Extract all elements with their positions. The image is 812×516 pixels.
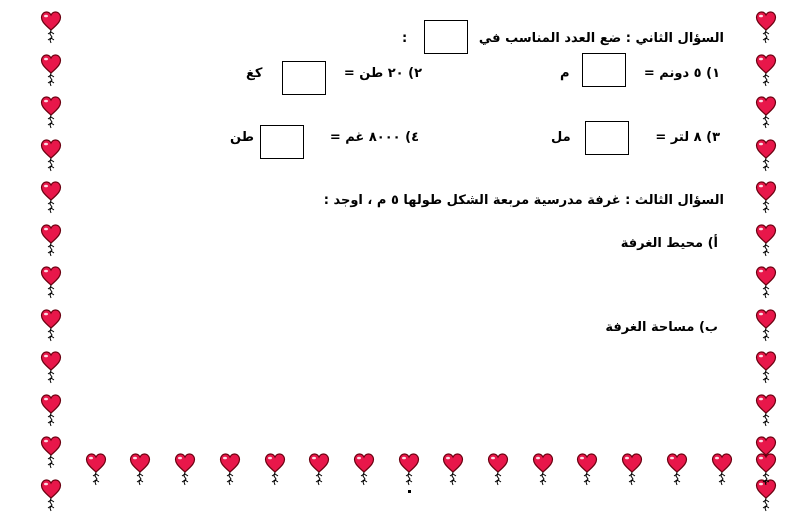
heart-balloon-icon <box>666 452 688 486</box>
q2-item4-unit: طن <box>230 130 254 145</box>
heart-balloon-icon <box>487 452 509 486</box>
q2-item1-unit: م <box>560 66 570 81</box>
heart-balloon-icon <box>129 452 151 486</box>
q2-item2-unit: كغ <box>246 66 263 81</box>
heart-balloon-icon <box>40 350 62 384</box>
q3-part-a: أ) محيط الغرفة <box>620 236 718 251</box>
heart-balloon-icon <box>621 452 643 486</box>
heart-balloon-icon <box>264 452 286 486</box>
heart-balloon-icon <box>711 452 733 486</box>
heart-balloon-icon <box>40 478 62 512</box>
heart-balloon-icon <box>755 223 777 257</box>
heart-balloon-icon <box>40 265 62 299</box>
q2-item3-unit: مل <box>551 130 571 145</box>
q2-item2-text: ٢) ٢٠ طن = <box>343 66 422 81</box>
heart-balloon-icon <box>755 10 777 44</box>
heart-balloon-icon <box>40 308 62 342</box>
heart-balloon-icon <box>40 180 62 214</box>
heart-balloon-icon <box>755 350 777 384</box>
heart-balloon-icon <box>353 452 375 486</box>
q2-title: السؤال الثاني : ضع العدد المناسب في <box>478 31 724 46</box>
q2-title-answer-box <box>424 20 468 54</box>
heart-balloon-icon <box>755 393 777 427</box>
heart-balloon-icon <box>40 223 62 257</box>
q2-title-colon: : <box>402 31 408 46</box>
heart-balloon-icon <box>40 53 62 87</box>
heart-balloon-icon <box>755 53 777 87</box>
stray-dot <box>408 490 411 493</box>
q2-item3-text: ٣) ٨ لتر = <box>655 130 720 145</box>
heart-balloon-icon <box>40 435 62 469</box>
q2-item3-answer-box[interactable] <box>585 121 629 155</box>
heart-balloon-icon <box>40 393 62 427</box>
heart-balloon-icon <box>398 452 420 486</box>
q2-item1-text: ١) ٥ دونم = <box>643 66 720 81</box>
q3-part-b: ب) مساحة الغرفة <box>605 320 718 335</box>
heart-balloon-icon <box>755 95 777 129</box>
heart-balloon-icon <box>755 308 777 342</box>
heart-balloon-icon <box>219 452 241 486</box>
heart-balloon-icon <box>755 180 777 214</box>
heart-balloon-icon <box>442 452 464 486</box>
heart-balloon-icon <box>532 452 554 486</box>
heart-balloon-icon <box>40 95 62 129</box>
heart-balloon-icon <box>755 452 777 486</box>
heart-balloon-icon <box>308 452 330 486</box>
heart-balloon-icon <box>755 265 777 299</box>
heart-balloon-icon <box>40 138 62 172</box>
heart-balloon-icon <box>576 452 598 486</box>
q2-item2-answer-box[interactable] <box>282 61 326 95</box>
q2-item1-answer-box[interactable] <box>582 53 626 87</box>
heart-balloon-icon <box>174 452 196 486</box>
q2-item4-text: ٤) ٨٠٠٠ غم = <box>329 130 419 145</box>
heart-balloon-icon <box>755 138 777 172</box>
heart-balloon-icon <box>85 452 107 486</box>
heart-balloon-icon <box>40 10 62 44</box>
q2-item4-answer-box[interactable] <box>260 125 304 159</box>
q3-title: السؤال الثالث : غرفة مدرسية مربعة الشكل طولها ٥ م ، اوجد : <box>323 193 724 208</box>
